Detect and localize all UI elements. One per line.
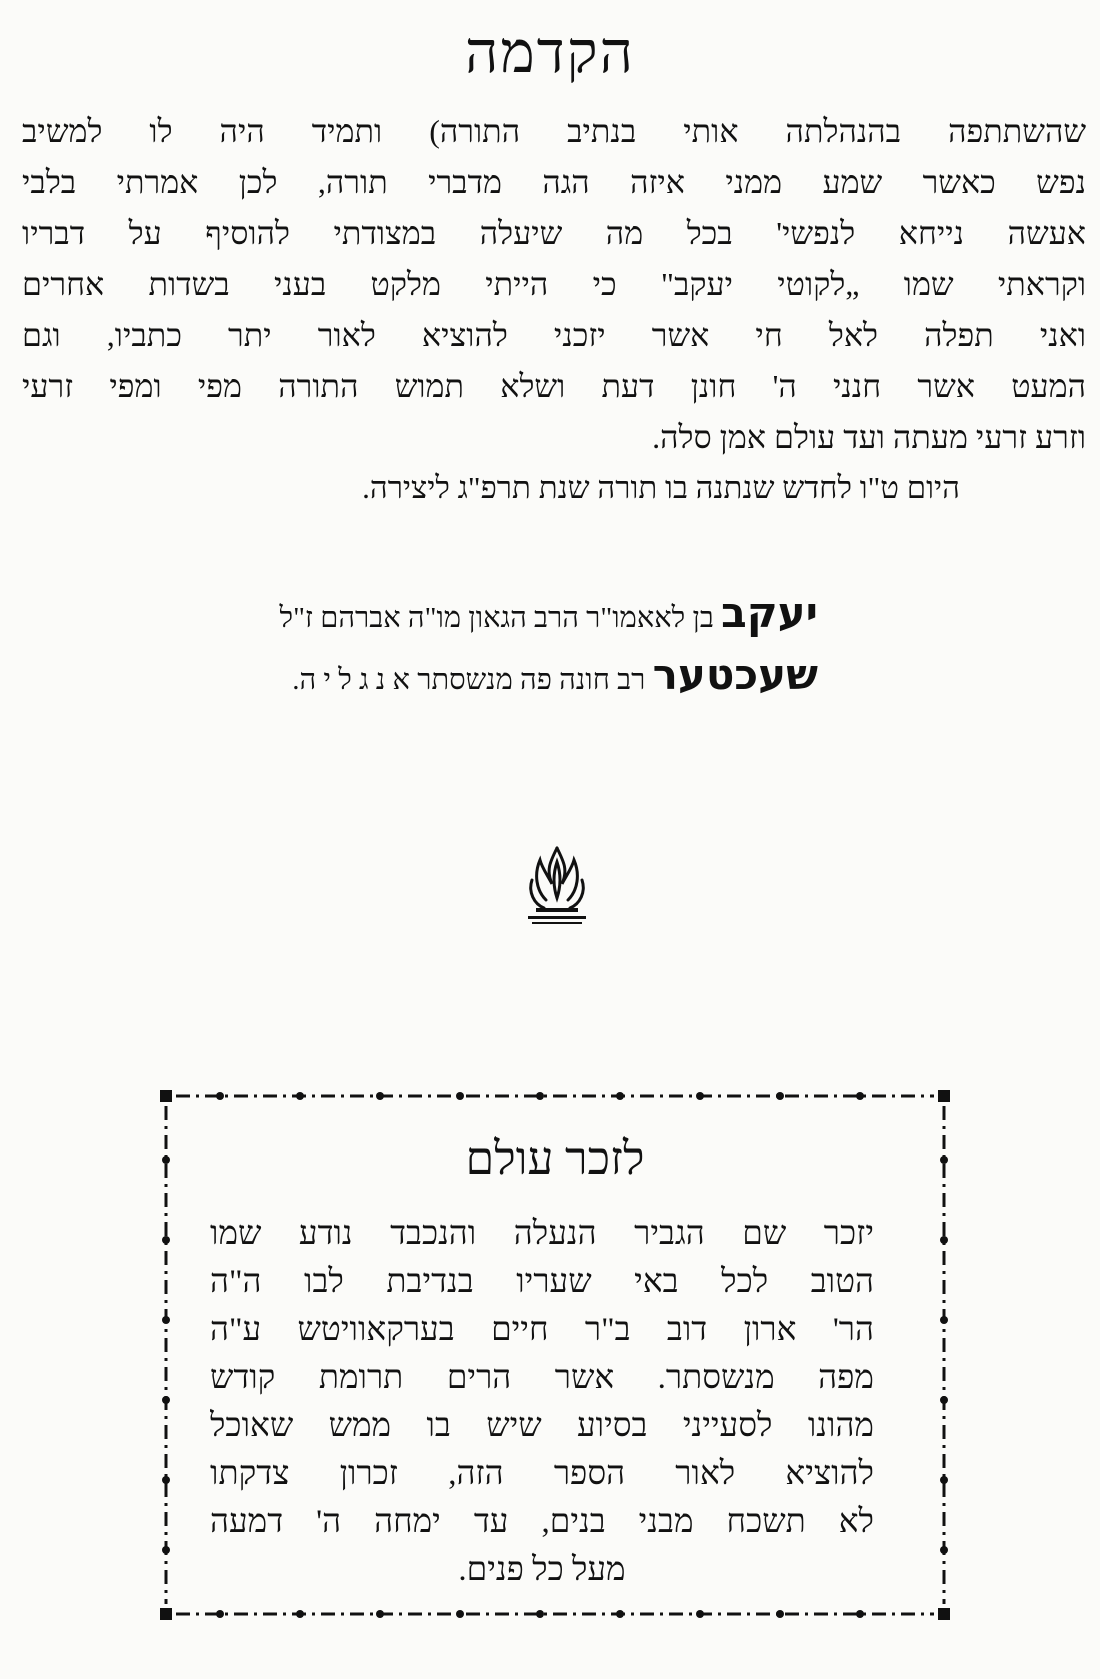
intro-line: שהשתתפה בהנהלתה אותי בנתיב התורה) ותמיד היה לו למשיב xyxy=(22,113,1086,149)
memorial-line: יזכר שם הגביר הנעלה והנכבד נודע שמו xyxy=(210,1216,874,1252)
intro-line: ואני תפלה לאל חי אשר יזכני להוציא לאור יתר כתביו, וגם xyxy=(22,317,1086,353)
signature-position: רב חונה פה מנשסתר א נ ג ל י ה. xyxy=(292,664,646,696)
flame-icon xyxy=(522,840,592,930)
signature-lineage: בן לאאמו"ר הרב הגאון מו"ה אברהם ז"ל xyxy=(279,602,714,634)
memorial-line: מהונו לסעייני בסיוע שיש בו ממש שאוכל xyxy=(210,1408,874,1444)
memorial-line: הר' ארון דוב ב"ר חיים בערקאוויטש ע"ה xyxy=(210,1312,874,1348)
intro-line: המעט אשר חנני ה' חונן דעת ושלא תמוש התורה מפי ומפי זרעי xyxy=(22,368,1086,404)
signature-line-2 xyxy=(292,650,818,699)
memorial-title: לזכר עולם xyxy=(465,1133,645,1184)
intro-line: נפש כאשר שמע ממני איזה הגה מדברי תורה, לכן אמרתי בלבי xyxy=(22,164,1086,200)
intro-paragraph xyxy=(22,106,1086,463)
memorial-box xyxy=(160,1090,950,1620)
page-title: הקדמה xyxy=(464,18,636,86)
memorial-line: מפה מנשסתר. אשר הרים תרומת קודש xyxy=(210,1360,874,1396)
intro-line: וקראתי שמו „לקוטי יעקב" כי הייתי מלקט בעני בשדות אחרים xyxy=(22,266,1086,302)
memorial-line: להוציא לאור הספר הזה, זכרון צדקתו xyxy=(210,1456,874,1492)
memorial-line: הטוב לכל באי שעריו בנדיבת לבו ה"ה xyxy=(210,1264,874,1300)
intro-line: וזרע זרעי מעתה ועד עולם אמן סלה. xyxy=(652,419,1086,455)
signature-first-name: יעקב xyxy=(721,588,818,637)
intro-line: אעשה נייחא לנפשי' בכל מה שיעלה במצודתי להוסיף על דבריו xyxy=(22,215,1086,251)
signature-surname: שעכטער xyxy=(652,650,818,699)
memorial-line: מעל כל פנים. xyxy=(458,1552,626,1588)
signature-line-1 xyxy=(280,588,818,637)
memorial-line: לא תשכח מבני בנים, עד ימחה ה' דמעה xyxy=(210,1504,874,1540)
date-line: היום ט"ו לחדש שנתנה בו תורה שנת תרפ"ג ליצירה. xyxy=(362,470,960,505)
memorial-text xyxy=(210,1210,874,1594)
